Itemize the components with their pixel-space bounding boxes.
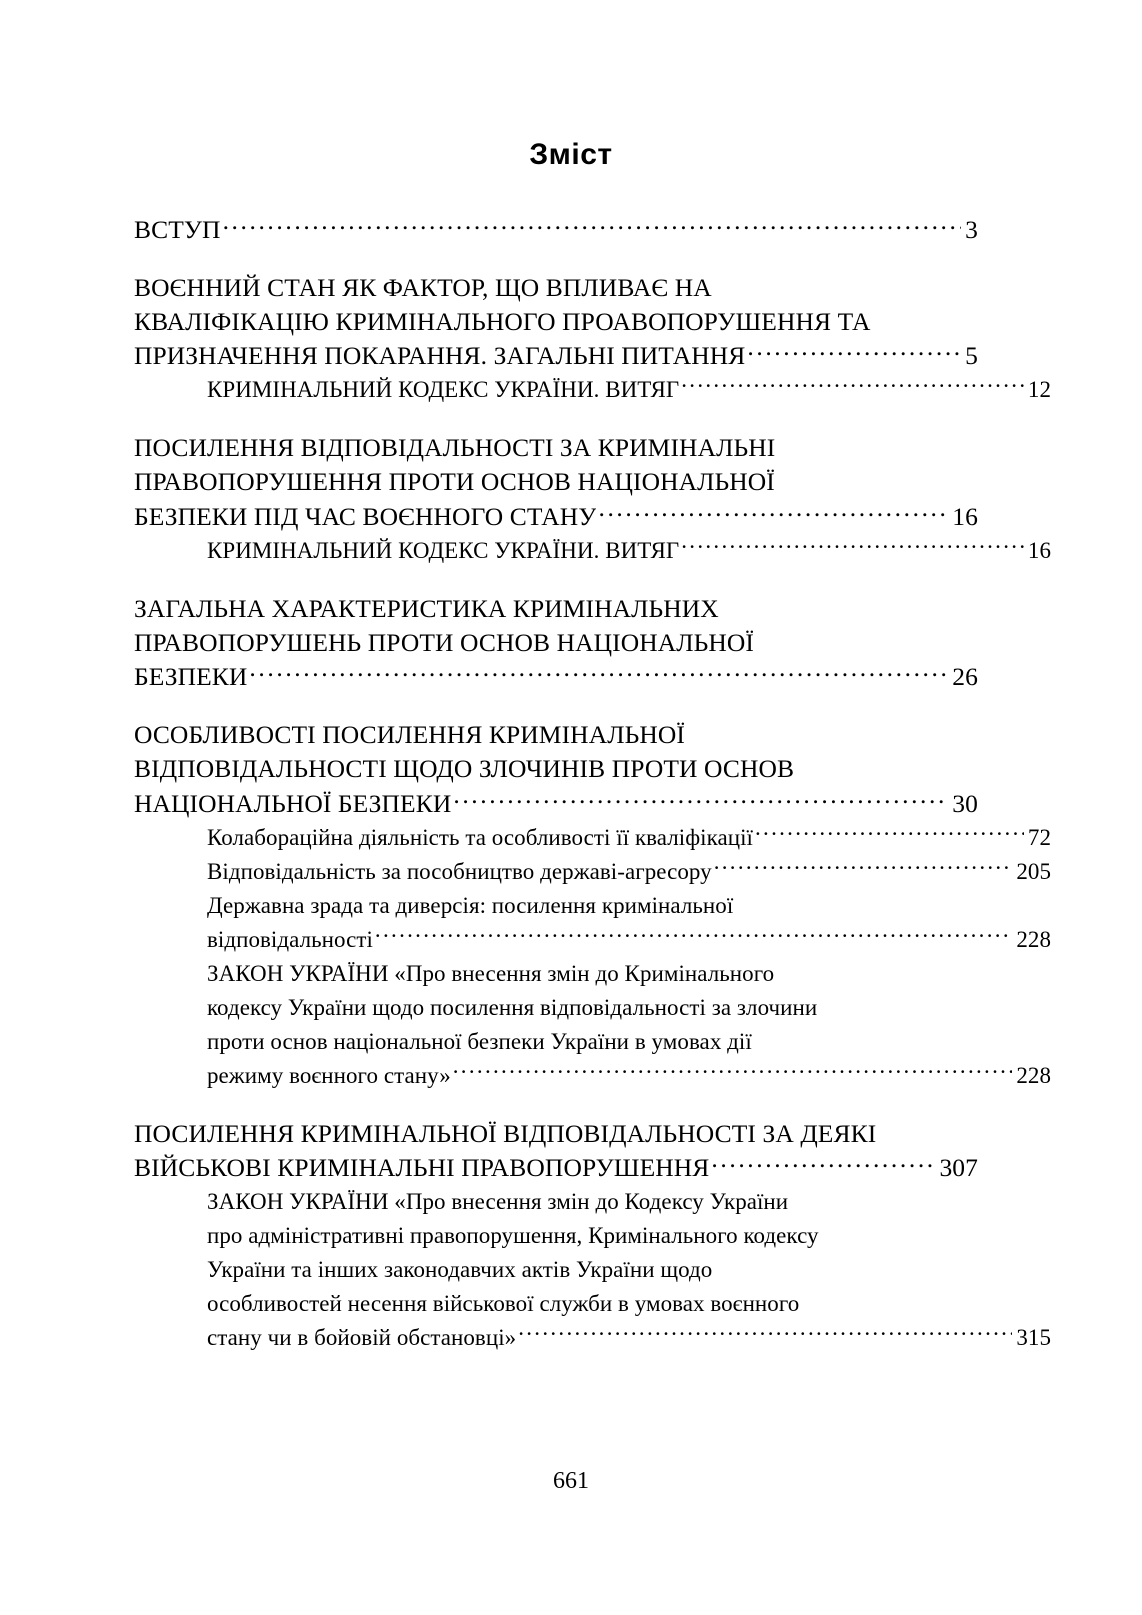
dot-leader xyxy=(714,856,1013,879)
toc-entry-line[interactable] xyxy=(134,431,978,465)
toc-entry-title: особливостей несення військової служби в умовах воєнного xyxy=(207,1291,800,1316)
toc-group xyxy=(134,271,1051,408)
dot-leader xyxy=(755,822,1024,845)
toc-entry-page-number: 5 xyxy=(965,341,978,370)
dot-leader xyxy=(375,924,1012,947)
toc-entry-line[interactable] xyxy=(134,305,978,339)
toc-entry-page-number: 16 xyxy=(1027,537,1051,563)
toc-entry-title: КРИМІНАЛЬНИЙ КОДЕКС УКРАЇНИ. ВИТЯГ xyxy=(207,377,680,402)
toc-entry-line[interactable] xyxy=(134,1219,1051,1253)
toc-entry-title: БЕЗПЕКИ ПІД ЧАС ВОЄННОГО СТАНУ xyxy=(134,501,597,531)
toc-entry-line[interactable] xyxy=(134,957,1051,991)
toc-entry-title: БЕЗПЕКИ xyxy=(134,662,248,691)
toc-entry[interactable] xyxy=(134,923,1051,957)
toc-entry-title: режиму воєнного стану» xyxy=(207,1062,451,1088)
toc-entry-title: України та інших законодавчих актів України щодо xyxy=(207,1257,713,1282)
toc-group xyxy=(134,592,978,695)
toc-entry-title: КРИМІНАЛЬНИЙ КОДЕКС УКРАЇНИ. ВИТЯГ xyxy=(207,537,680,563)
toc-entry-title: Державна зрада та диверсія: посилення кримінальної xyxy=(207,892,734,918)
dot-leader xyxy=(518,1322,1012,1345)
toc-entry-title: ЗАКОН УКРАЇНИ «Про внесення змін до Кодексу України xyxy=(207,1189,789,1214)
toc-entry-title: Колабораційна діяльність та особливості її кваліфікації xyxy=(207,824,753,850)
toc-entry-line[interactable] xyxy=(134,626,978,660)
toc-entry[interactable] xyxy=(134,373,1051,407)
toc-entry-line[interactable] xyxy=(134,991,1051,1025)
toc-entry-page-number: 12 xyxy=(1027,377,1051,402)
toc-entry-page-number: 3 xyxy=(965,214,978,244)
toc-entry-title: ВІЙСЬКОВІ КРИМІНАЛЬНІ ПРАВОПОРУШЕННЯ xyxy=(134,1153,710,1182)
toc-group xyxy=(134,1117,1051,1356)
toc-entry[interactable] xyxy=(134,786,978,821)
toc-entry-page-number: 16 xyxy=(952,501,978,531)
toc-entry-title: КВАЛІФІКАЦІЮ КРИМІНАЛЬНОГО ПРОАВОПОРУШЕННЯ ТА xyxy=(134,306,871,336)
toc-entry-title: ОСОБЛИВОСТІ ПОСИЛЕННЯ КРИМІНАЛЬНОЇ xyxy=(134,720,685,749)
toc-entry-title: ЗАКОН УКРАЇНИ «Про внесення змін до Кримінального xyxy=(207,960,775,986)
toc-entry-page-number: 30 xyxy=(952,788,978,818)
toc-entry-title: ВОЄННИЙ СТАН ЯК ФАКТОР, ЩО ВПЛИВАЄ НА xyxy=(134,272,712,302)
toc-entry-title: стану чи в бойовій обстановці» xyxy=(207,1325,517,1350)
toc-entry-title: кодексу України щодо посилення відповідальності за злочини xyxy=(207,994,818,1020)
toc-entry-title: проти основ національної безпеки України в умовах дії xyxy=(207,1028,752,1054)
dot-leader xyxy=(681,535,1024,558)
toc-entry-title: ПРАВОПОРУШЕНЬ ПРОТИ ОСНОВ НАЦІОНАЛЬНОЇ xyxy=(134,627,755,657)
toc-entry[interactable] xyxy=(134,1321,1051,1355)
page-title: Зміст xyxy=(529,138,613,171)
toc-entry-line[interactable] xyxy=(134,889,1051,923)
toc-entry-title: Відповідальність за пособництво державі-агресору xyxy=(207,858,712,884)
page-folio-number: 661 xyxy=(553,1468,589,1494)
toc-entry[interactable] xyxy=(134,660,978,695)
toc-entry-title: ПОСИЛЕННЯ КРИМІНАЛЬНОЇ ВІДПОВІДАЛЬНОСТІ ЗА ДЕЯКІ xyxy=(134,1118,877,1148)
toc-entry-page-number: 307 xyxy=(939,1153,978,1182)
toc-entry-line[interactable] xyxy=(134,1117,978,1151)
toc-entry[interactable] xyxy=(134,821,1051,855)
toc-entry-title: ПРИЗНАЧЕННЯ ПОКАРАННЯ. ЗАГАЛЬНІ ПИТАННЯ xyxy=(134,341,746,370)
toc-entry-line[interactable] xyxy=(134,718,978,752)
toc-entry-line[interactable] xyxy=(134,592,978,626)
toc-entry-line[interactable] xyxy=(134,1287,1051,1321)
toc-entry-page-number: 72 xyxy=(1027,824,1051,850)
toc-group xyxy=(134,431,1051,568)
toc-entry[interactable] xyxy=(134,1151,978,1186)
toc-entry[interactable] xyxy=(134,339,978,374)
toc-entry-title: ПРАВОПОРУШЕННЯ ПРОТИ ОСНОВ НАЦІОНАЛЬНОЇ xyxy=(134,467,775,496)
toc-entry-page-number: 228 xyxy=(1016,926,1051,952)
dot-leader xyxy=(453,786,948,812)
toc-entry-page-number: 228 xyxy=(1016,1062,1051,1088)
dot-leader xyxy=(249,660,948,686)
toc-entry-line[interactable] xyxy=(134,1185,1051,1219)
toc-entry-title: відповідальності xyxy=(207,926,373,952)
dot-leader xyxy=(453,1060,1013,1083)
toc-group xyxy=(134,212,978,247)
toc-entry-line[interactable] xyxy=(134,752,978,786)
dot-leader xyxy=(681,374,1024,397)
dot-leader xyxy=(747,339,961,365)
toc-entry-line[interactable] xyxy=(134,465,978,499)
toc-entry[interactable] xyxy=(134,212,978,247)
toc-entry-title: ВСТУП xyxy=(134,214,221,244)
toc-entry-page-number: 315 xyxy=(1016,1325,1051,1350)
toc-entry-title: НАЦІОНАЛЬНОЇ БЕЗПЕКИ xyxy=(134,788,452,818)
toc-entry-title: ЗАГАЛЬНА ХАРАКТЕРИСТИКА КРИМІНАЛЬНИХ xyxy=(134,593,719,623)
toc-entry-title: ПОСИЛЕННЯ ВІДПОВІДАЛЬНОСТІ ЗА КРИМІНАЛЬНІ xyxy=(134,433,776,462)
dot-leader xyxy=(223,212,962,238)
toc-entry-line[interactable] xyxy=(134,1253,1051,1287)
dot-leader xyxy=(711,1151,935,1177)
toc-entry-line[interactable] xyxy=(134,1025,1051,1059)
dot-leader xyxy=(598,499,948,525)
toc-entry[interactable] xyxy=(134,855,1051,889)
toc-entry-page-number: 26 xyxy=(952,662,978,691)
toc-entry-page-number: 205 xyxy=(1016,858,1051,884)
toc-entry[interactable] xyxy=(134,1059,1051,1093)
toc-entry-title: про адміністративні правопорушення, Кримінального кодексу xyxy=(207,1223,819,1248)
table-of-contents xyxy=(134,212,1051,1355)
toc-entry-line[interactable] xyxy=(134,271,978,305)
toc-entry[interactable] xyxy=(134,534,1051,568)
toc-entry-title: ВІДПОВІДАЛЬНОСТІ ЩОДО ЗЛОЧИНІВ ПРОТИ ОСНОВ xyxy=(134,754,795,783)
toc-group xyxy=(134,718,1051,1093)
toc-entry[interactable] xyxy=(134,499,978,534)
